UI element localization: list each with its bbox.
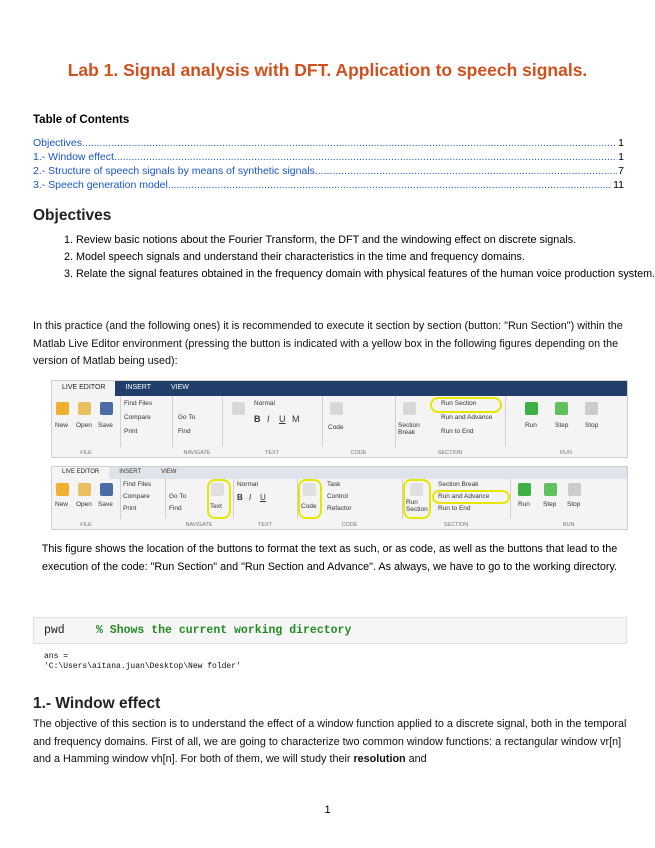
code-icon <box>330 402 343 415</box>
toc-heading: Table of Contents <box>33 114 130 126</box>
toolbar-screenshot-1 <box>51 380 628 458</box>
italic-label: I <box>267 414 270 424</box>
toolbar-screenshot-2 <box>51 466 628 530</box>
intro-paragraph: In this practice (and the following ones) it is recommended to execute it section by section (button: "Run Section") within the Matlab Live Editor environment (pressing the button is indicated with a yellow box in the following figures depending on the version of Matlab being used): <box>33 320 623 367</box>
run-advance-label: Run and Advance <box>441 414 493 421</box>
compare-label: Compare <box>123 493 150 500</box>
run-icon <box>518 483 531 496</box>
highlight-box <box>403 479 431 519</box>
highlight-box <box>207 479 231 519</box>
bold-label: B <box>254 414 261 424</box>
tab-strip <box>52 467 627 479</box>
run-label: Run <box>518 501 530 508</box>
code-comment: % Shows the current working directory <box>96 624 352 637</box>
tab-strip <box>52 381 627 396</box>
bold-label: B <box>237 493 243 502</box>
text-icon <box>232 402 245 415</box>
list-item: 1. Review basic notions about the Fourier Transform, the DFT and the windowing effect on discrete signals. <box>76 232 655 249</box>
toc-page: 1 <box>618 151 624 163</box>
stop-label: Stop <box>567 501 581 508</box>
group-label: TEXT <box>257 522 273 528</box>
underline-label: U <box>260 493 266 502</box>
section-group <box>402 479 511 528</box>
highlight-box <box>298 479 322 519</box>
print-label: Print <box>124 428 138 435</box>
toc-label[interactable]: 1.- Window effect <box>33 151 114 163</box>
code-group <box>322 396 396 456</box>
group-label: FILE <box>80 522 92 528</box>
go-to-label: Go To <box>178 414 196 421</box>
paragraph-text: and <box>405 753 427 765</box>
run-group <box>510 479 627 528</box>
navigate-group <box>172 396 223 456</box>
find-files-label: Find Files <box>123 481 152 488</box>
stop-icon <box>568 483 581 496</box>
group-label: SECTION <box>443 522 469 528</box>
run-section-label: Run Section <box>406 499 428 513</box>
toc-page: 1 <box>618 137 624 149</box>
text-group <box>233 479 298 528</box>
find-files-label: Find Files <box>124 400 153 407</box>
open-label: Open <box>76 422 92 429</box>
bold-term: resolution <box>353 753 406 765</box>
figure-caption: This figure shows the location of the buttons to format the text as such, or as code, as well as the buttons that lead to the execution of the code: "Run Section" and "Run Section and Advance". As always, we have to go to the working directory. <box>41 543 618 573</box>
run-group <box>505 396 627 456</box>
objectives-heading: Objectives <box>33 207 112 224</box>
find-group <box>120 396 173 447</box>
find-group <box>120 479 166 519</box>
run-to-end-label: Run to End <box>441 428 474 435</box>
tab-insert: INSERT <box>119 469 142 475</box>
section-group <box>395 396 506 456</box>
toc-entry-window-effect[interactable] <box>33 151 624 163</box>
save-icon <box>100 402 113 415</box>
group-label: CODE <box>350 450 367 456</box>
list-item: 2. Model speech signals and understand their characteristics in the time and frequency domains. <box>76 249 655 266</box>
open-icon <box>78 483 91 496</box>
toc-page: 11 <box>613 179 624 191</box>
output-line: ans = <box>44 652 69 661</box>
save-icon <box>100 483 113 496</box>
normal-label: Normal <box>237 481 258 488</box>
text-group <box>222 396 323 456</box>
section-break-label: Section Break <box>438 481 479 488</box>
italic-label: I <box>249 493 252 502</box>
toc-label[interactable]: Objectives <box>33 137 83 149</box>
group-label: RUN <box>560 450 572 456</box>
group-label: CODE <box>341 522 358 528</box>
code-command: pwd <box>44 624 65 637</box>
group-label: NAVIGATE <box>185 522 213 528</box>
group-label: SECTION <box>437 450 463 456</box>
toc-label[interactable]: 2.- Structure of speech signals by means of synthetic signals <box>33 165 315 177</box>
page-number: 1 <box>324 804 331 816</box>
code-label: Code <box>328 424 344 431</box>
list-item: 3. Relate the signal features obtained in the frequency domain with physical features of the human voice production system. <box>76 266 655 283</box>
find-label: Find <box>178 428 191 435</box>
tab-live-editor: LIVE EDITOR <box>52 467 109 479</box>
toc-label[interactable]: 3.- Speech generation model <box>33 179 168 191</box>
group-label: TEXT <box>264 450 280 456</box>
tab-insert: INSERT <box>125 384 151 391</box>
tab-view: VIEW <box>161 469 177 475</box>
stop-label: Stop <box>585 422 599 429</box>
window-effect-paragraph <box>33 716 627 769</box>
code-label: Code <box>301 503 317 510</box>
file-group <box>52 396 121 456</box>
section-break-icon <box>403 402 416 415</box>
run-icon <box>525 402 538 415</box>
text-label: Text <box>210 503 222 510</box>
section-break-label: Section Break <box>398 422 420 436</box>
group-label: FILE <box>80 450 92 456</box>
step-label: Step <box>543 501 557 508</box>
toc-entry-speech-model[interactable] <box>33 179 624 191</box>
task-label: Task <box>327 481 341 488</box>
run-to-end-label: Run to End <box>438 505 471 512</box>
run-advance-label: Run and Advance <box>438 493 490 500</box>
code-group <box>297 479 403 528</box>
output-line: 'C:\Users\aitana.juan\Desktop\New folder' <box>44 662 241 671</box>
navigate-group <box>165 479 234 528</box>
control-label: Control <box>327 493 348 500</box>
file-group <box>52 479 121 528</box>
code-block[interactable] <box>33 617 627 644</box>
highlight-box <box>432 490 510 504</box>
go-to-label: Go To <box>169 493 187 500</box>
open-icon <box>78 402 91 415</box>
step-icon <box>555 402 568 415</box>
stop-icon <box>585 402 598 415</box>
save-label: Save <box>98 501 113 508</box>
new-label: New <box>55 501 69 508</box>
refactor-label: Refactor <box>327 505 352 512</box>
group-label: NAVIGATE <box>183 450 211 456</box>
save-label: Save <box>98 422 113 429</box>
highlight-box <box>430 397 502 413</box>
find-label: Find <box>169 505 182 512</box>
objectives-list <box>46 232 655 283</box>
new-icon <box>56 402 69 415</box>
tab-live-editor: LIVE EDITOR <box>52 381 115 396</box>
step-icon <box>544 483 557 496</box>
normal-label: Normal <box>254 400 275 407</box>
mono-label: M <box>292 414 300 424</box>
document-title: Lab 1. Signal analysis with DFT. Application to speech signals. <box>67 60 588 80</box>
toc-entry-objectives[interactable] <box>33 137 624 149</box>
tab-view: VIEW <box>171 384 189 391</box>
toc-page: 7 <box>618 165 624 177</box>
new-label: New <box>55 422 69 429</box>
step-label: Step <box>555 422 569 429</box>
new-icon <box>56 483 69 496</box>
toc-entry-speech-structure[interactable] <box>33 165 624 177</box>
compare-label: Compare <box>124 414 151 421</box>
run-section-label: Run Section <box>441 400 477 407</box>
paragraph-text: The objective of this section is to understand the effect of a window function applied to a discrete signal, both in the temporal and frequency domains. First of all, we are going to characterize two common window functions: a rectangular window vr[n] and a Hamming window vh[n]. For both of them, we will study their <box>33 718 627 765</box>
window-effect-heading: 1.- Window effect <box>33 695 161 712</box>
print-label: Print <box>123 505 137 512</box>
underline-label: U <box>279 414 286 424</box>
group-label: RUN <box>562 522 575 528</box>
open-label: Open <box>76 501 92 508</box>
run-label: Run <box>525 422 537 429</box>
